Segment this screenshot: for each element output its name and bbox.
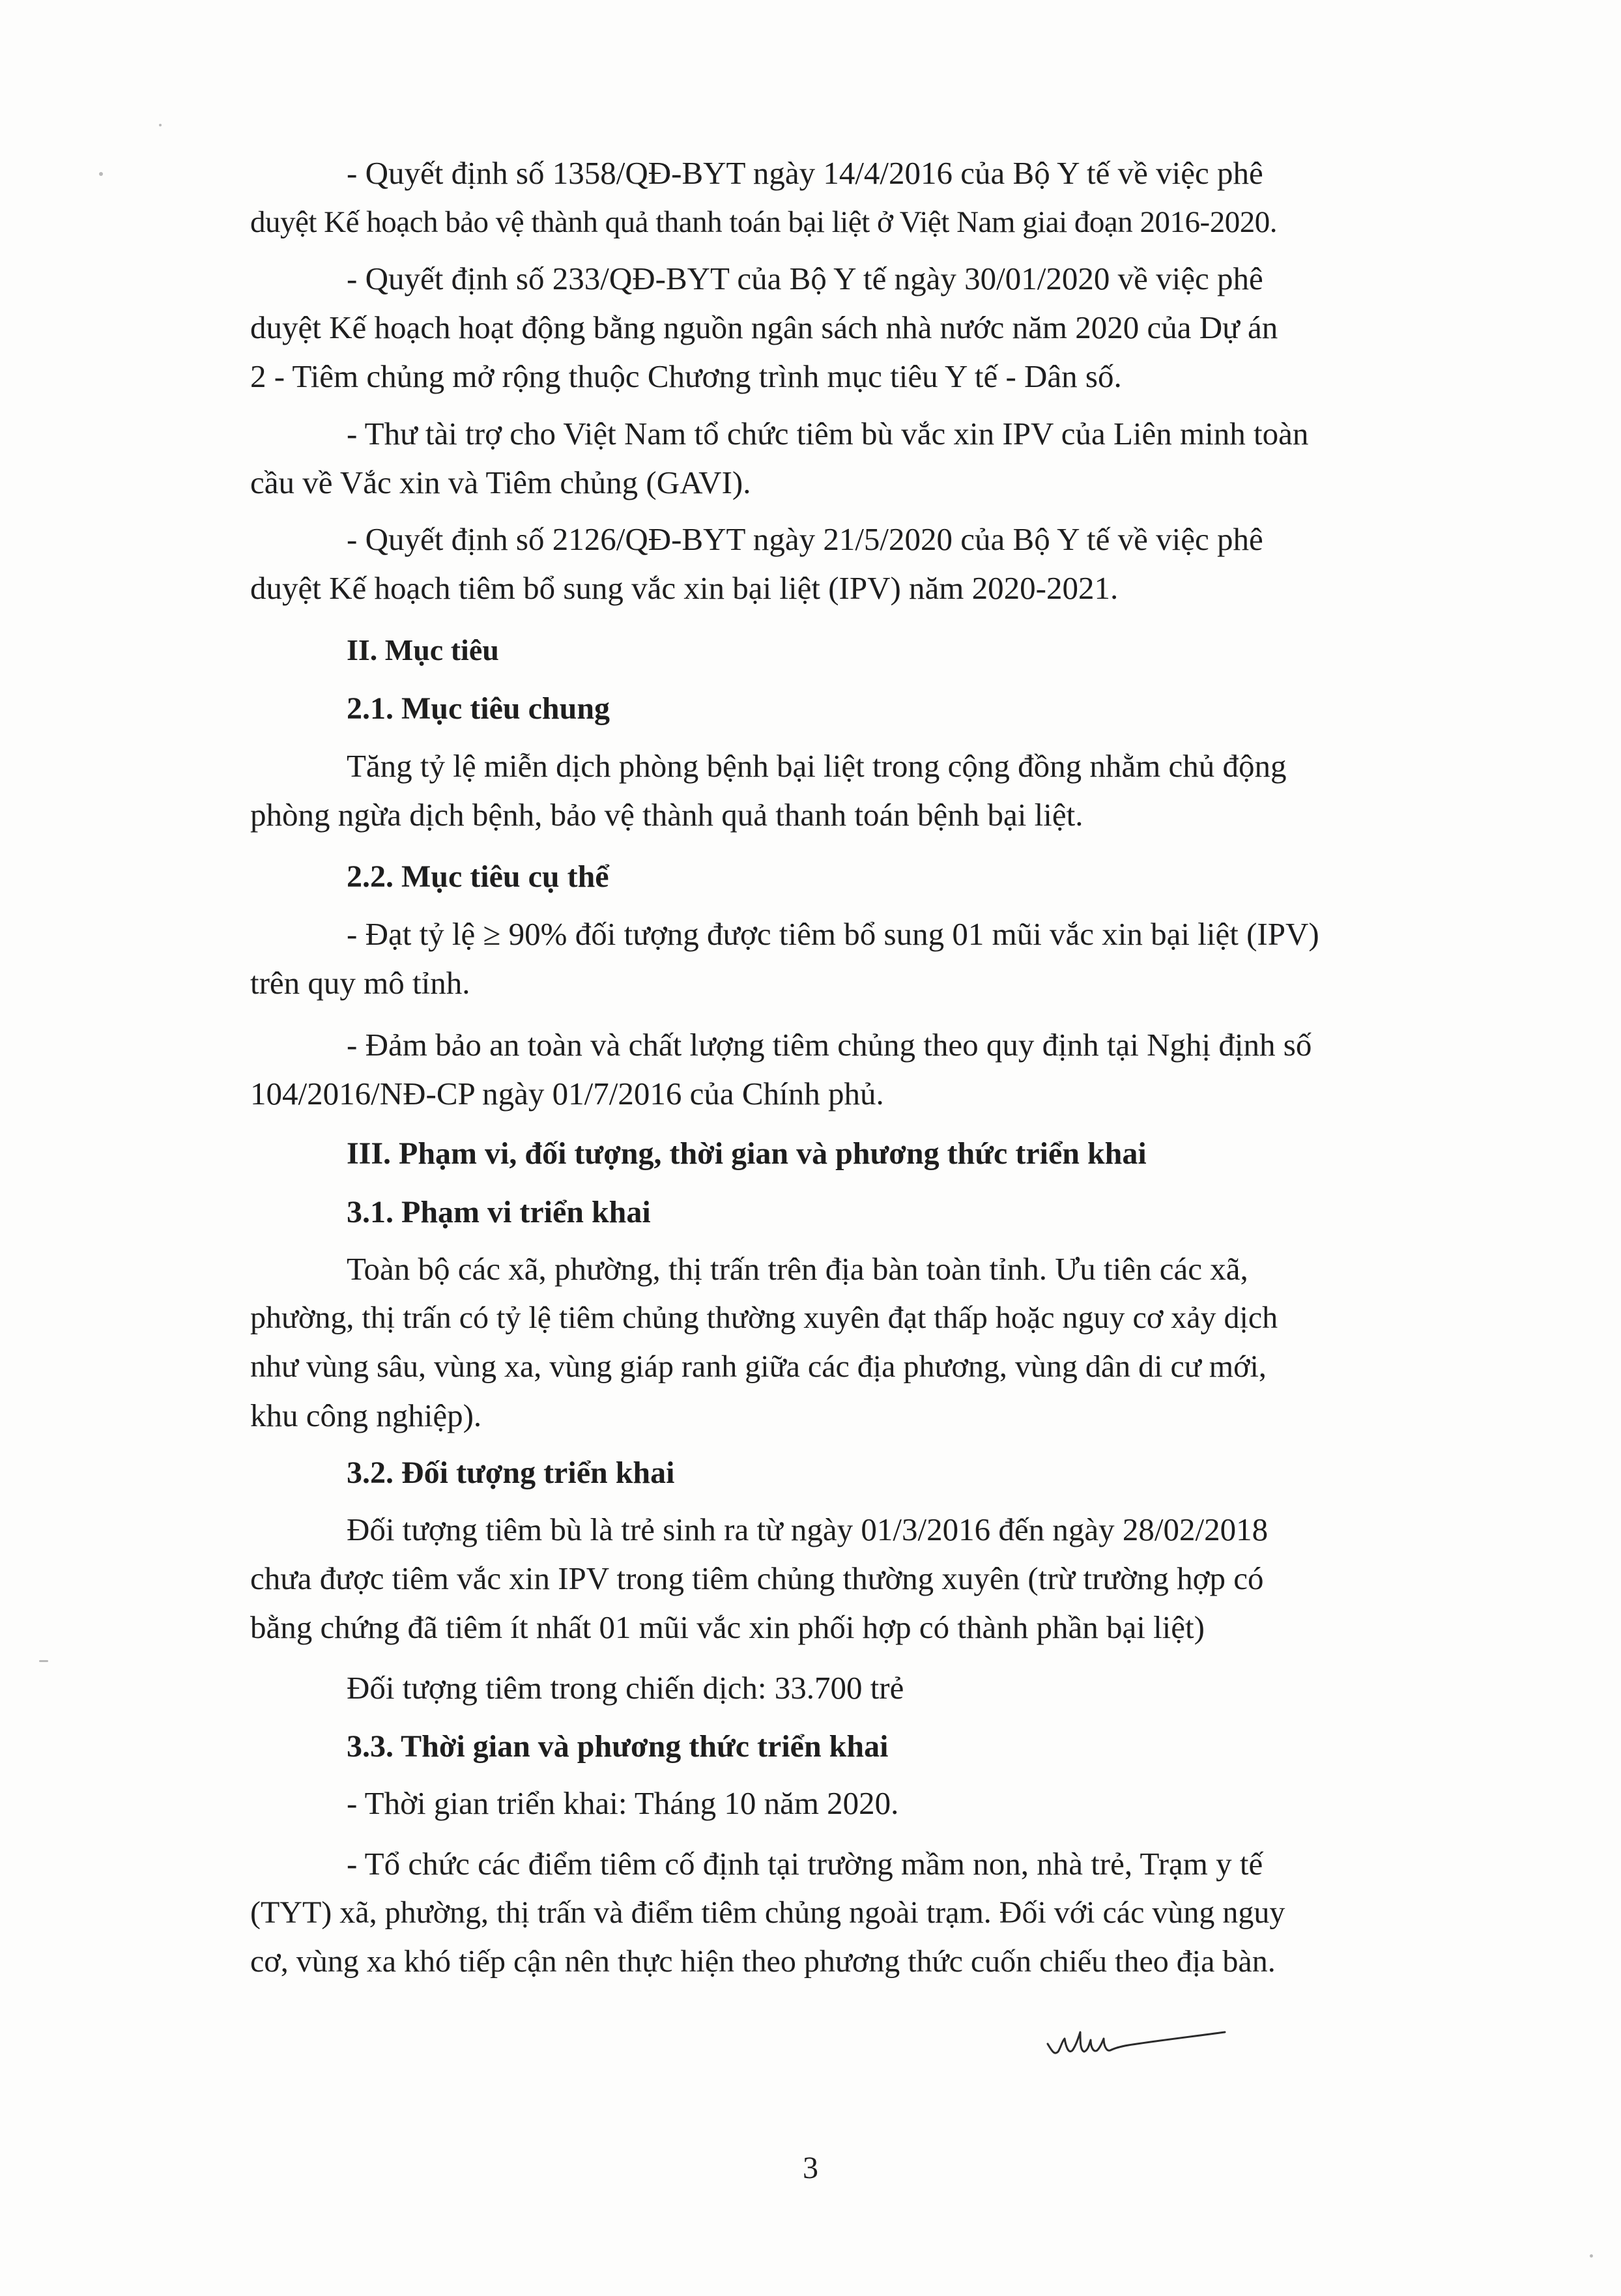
paragraph-8-line-2: phường, thị trấn có tỷ lệ tiêm chủng thường xuyên đạt thấp hoặc nguy cơ xảy dịch (250, 1300, 1278, 1335)
paragraph-5-line-2: phòng ngừa dịch bệnh, bảo vệ thành quả thanh toán bệnh bại liệt. (250, 797, 1083, 833)
paragraph-1-line-1: - Quyết định số 1358/QĐ-BYT ngày 14/4/2016 của Bộ Y tế về việc phê (347, 155, 1263, 191)
paragraph-1-line-2: duyệt Kế hoạch bảo vệ thành quả thanh toán bại liệt ở Việt Nam giai đoạn 2016-2020. (250, 205, 1277, 239)
heading-3-2: 3.2. Đối tượng triển khai (347, 1456, 675, 1490)
paragraph-7-line-2: 104/2016/NĐ-CP ngày 01/7/2016 của Chính phủ. (250, 1076, 884, 1112)
heading-3-1: 3.1. Phạm vi triển khai (347, 1195, 651, 1229)
paragraph-10-line-1: Đối tượng tiêm trong chiến dịch: 33.700 trẻ (347, 1670, 904, 1706)
paragraph-9-line-1: Đối tượng tiêm bù là trẻ sinh ra từ ngày 01/3/2016 đến ngày 28/02/2018 (347, 1512, 1269, 1547)
paragraph-6-line-2: trên quy mô tỉnh. (250, 965, 470, 1001)
paragraph-3-line-2: cầu về Vắc xin và Tiêm chủng (GAVI). (250, 465, 751, 500)
heading-3-3: 3.3. Thời gian và phương thức triển khai (347, 1729, 889, 1764)
scan-speck (159, 124, 162, 126)
page-number: 3 (803, 2151, 818, 2185)
paragraph-12-line-2: (TYT) xã, phường, thị trấn và điểm tiêm chủng ngoài trạm. Đối với các vùng nguy (250, 1895, 1285, 1930)
heading-section-III: III. Phạm vi, đối tượng, thời gian và phương thức triển khai (347, 1136, 1147, 1171)
paragraph-4-line-1: - Quyết định số 2126/QĐ-BYT ngày 21/5/2020 của Bộ Y tế về việc phê (347, 521, 1263, 557)
paragraph-8-line-3: như vùng sâu, vùng xa, vùng giáp ranh giữa các địa phương, vùng dân di cư mới, (250, 1349, 1267, 1384)
paragraph-3-line-1: - Thư tài trợ cho Việt Nam tổ chức tiêm bù vắc xin IPV của Liên minh toàn (347, 416, 1309, 452)
heading-2-2: 2.2. Mục tiêu cụ thể (347, 859, 609, 894)
paragraph-11-line-1: - Thời gian triển khai: Tháng 10 năm 2020. (347, 1785, 899, 1821)
paragraph-2-line-3: 2 - Tiêm chủng mở rộng thuộc Chương trình mục tiêu Y tế - Dân số. (250, 358, 1122, 394)
scan-speck (1590, 2254, 1593, 2258)
paragraph-8-line-4: khu công nghiệp). (250, 1398, 482, 1433)
heading-section-II: II. Mục tiêu (347, 633, 499, 667)
paragraph-9-line-2: chưa được tiêm vắc xin IPV trong tiêm chủng thường xuyên (trừ trường hợp có (250, 1560, 1264, 1596)
paragraph-2-line-1: - Quyết định số 233/QĐ-BYT của Bộ Y tế ngày 30/01/2020 về việc phê (347, 261, 1263, 296)
scan-speck (39, 1660, 48, 1662)
paragraph-8-line-1: Toàn bộ các xã, phường, thị trấn trên địa bàn toàn tỉnh. Ưu tiên các xã, (347, 1251, 1248, 1287)
paragraph-4-line-2: duyệt Kế hoạch tiêm bổ sung vắc xin bại liệt (IPV) năm 2020-2021. (250, 570, 1119, 606)
scan-speck (99, 172, 103, 176)
paragraph-12-line-1: - Tổ chức các điểm tiêm cố định tại trường mầm non, nhà trẻ, Trạm y tế (347, 1846, 1263, 1882)
paragraph-12-line-3: cơ, vùng xa khó tiếp cận nên thực hiện theo phương thức cuốn chiếu theo địa bàn. (250, 1944, 1276, 1979)
paragraph-6-line-1: - Đạt tỷ lệ ≥ 90% đối tượng được tiêm bổ sung 01 mũi vắc xin bại liệt (IPV) (347, 916, 1319, 952)
paragraph-9-line-3: bằng chứng đã tiêm ít nhất 01 mũi vắc xin phối hợp có thành phần bại liệt) (250, 1609, 1205, 1645)
initials-signature (1042, 2010, 1238, 2075)
paragraph-2-line-2: duyệt Kế hoạch hoạt động bằng nguồn ngân sách nhà nước năm 2020 của Dự án (250, 309, 1278, 345)
paragraph-7-line-1: - Đảm bảo an toàn và chất lượng tiêm chủng theo quy định tại Nghị định số (347, 1027, 1312, 1063)
paragraph-5-line-1: Tăng tỷ lệ miễn dịch phòng bệnh bại liệt trong cộng đồng nhằm chủ động (347, 748, 1287, 784)
heading-2-1: 2.1. Mục tiêu chung (347, 691, 610, 726)
